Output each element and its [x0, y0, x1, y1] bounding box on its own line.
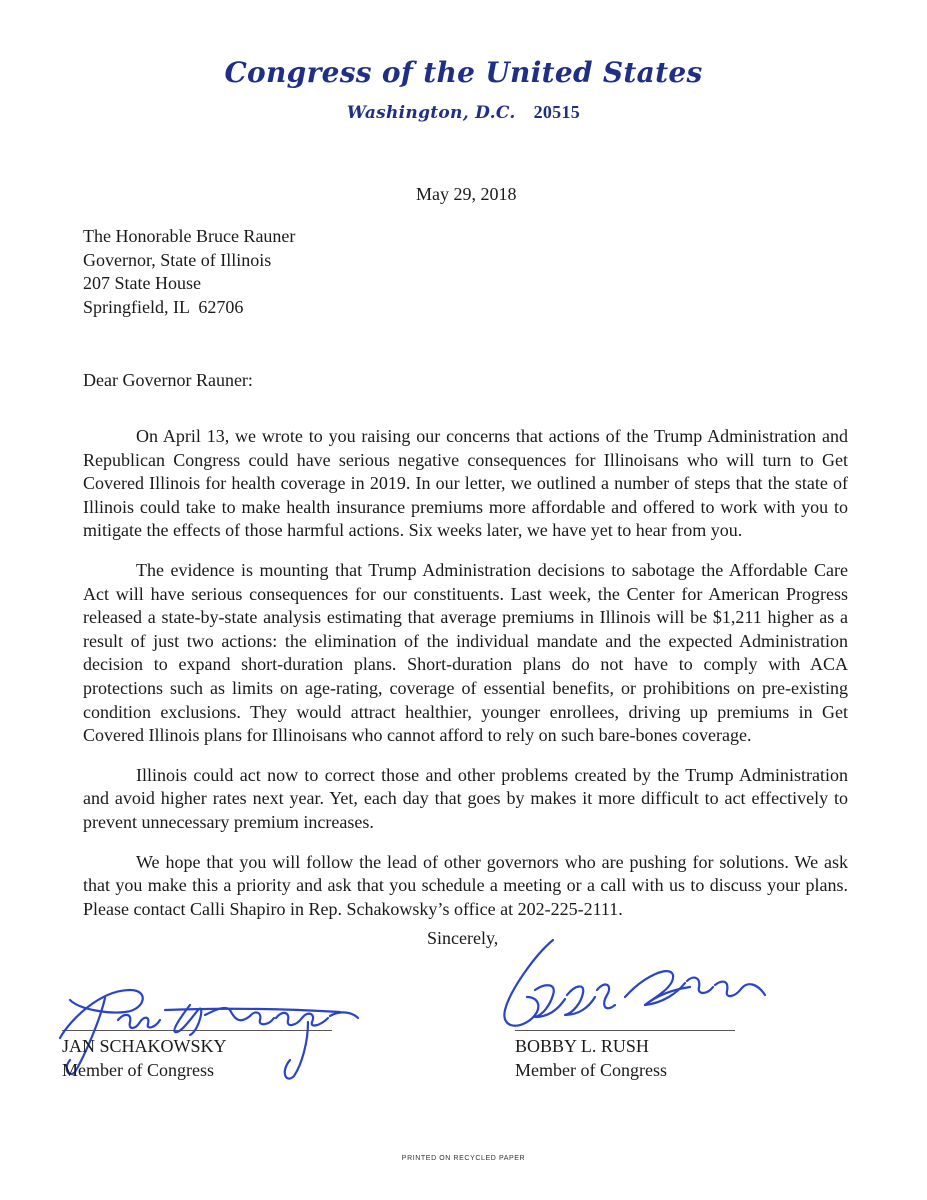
signer-right	[515, 1034, 667, 1082]
letterhead-zip: 20515	[533, 102, 581, 122]
signer-left-name: JAN SCHAKOWSKY	[62, 1036, 227, 1056]
signature-right-image	[495, 935, 775, 1045]
letterhead-city-name: Washington, D.C.	[346, 103, 516, 123]
signer-right-name: BOBBY L. RUSH	[515, 1036, 649, 1056]
letterhead-city	[0, 102, 927, 123]
signer-left	[62, 1034, 227, 1082]
body-paragraph: The evidence is mounting that Trump Administration decisions to sabotage the Affordable Care Act will have serious consequences for our constituents. Last week, the Center for American Progress released a state-by-state analysis estimating that average premiums in Illinois will be $1,211 higher as a result of just two actions: the elimination of the individual mandate and the expected Administration decision to expand short-duration plans. Short-duration plans do not have to comply with ACA protections such as limits on age-rating, coverage of essential benefits, or prohibitions on pre-existing condition exclusions. They would attract healthier, younger enrollees, driving up premiums in Get Covered Illinois plans for Illinoisans who cannot afford to rely on such bare-bones coverage.	[83, 559, 848, 746]
letter-date: May 29, 2018	[416, 184, 517, 204]
salutation: Dear Governor Rauner:	[83, 370, 253, 390]
letterhead-title: Congress of the United States	[224, 56, 703, 89]
recipient-address	[83, 225, 295, 319]
signer-left-role: Member of Congress	[62, 1060, 214, 1080]
body-paragraph: We hope that you will follow the lead of other governors who are pushing for solutions. We ask that you make this a priority and ask that you schedule a meeting or a call with us to discuss your plans. Please contact Calli Shapiro in Rep. Schakowsky’s office at 202-225-2111.	[83, 851, 848, 919]
recipient-city: Springfield, IL 62706	[83, 296, 244, 317]
recipient-name: The Honorable Bruce Rauner	[83, 226, 296, 246]
recipient-street: 207 State House	[83, 273, 201, 293]
letter-body	[83, 425, 848, 937]
body-paragraph: Illinois could act now to correct those and other problems created by the Trump Administration and avoid higher rates next year. Yet, each day that goes by makes it more difficult to act effectively to prevent unnecessary premium increases.	[83, 764, 848, 832]
recipient-title: Governor, State of Illinois	[83, 249, 272, 270]
closing: Sincerely,	[427, 928, 499, 948]
recycled-paper-footer: PRINTED ON RECYCLED PAPER	[401, 1155, 526, 1162]
body-paragraph: On April 13, we wrote to you raising our concerns that actions of the Trump Administration and Republican Congress could have serious negative consequences for Illinoisans who will turn to Get Covered Illinois for health coverage in 2019. In our letter, we outlined a number of steps that the state of Illinois could take to make health insurance premiums more affordable and offered to work with you to mitigate the effects of those harmful actions. Six weeks later, we have yet to hear from you.	[83, 426, 848, 541]
signer-right-role: Member of Congress	[515, 1060, 667, 1080]
